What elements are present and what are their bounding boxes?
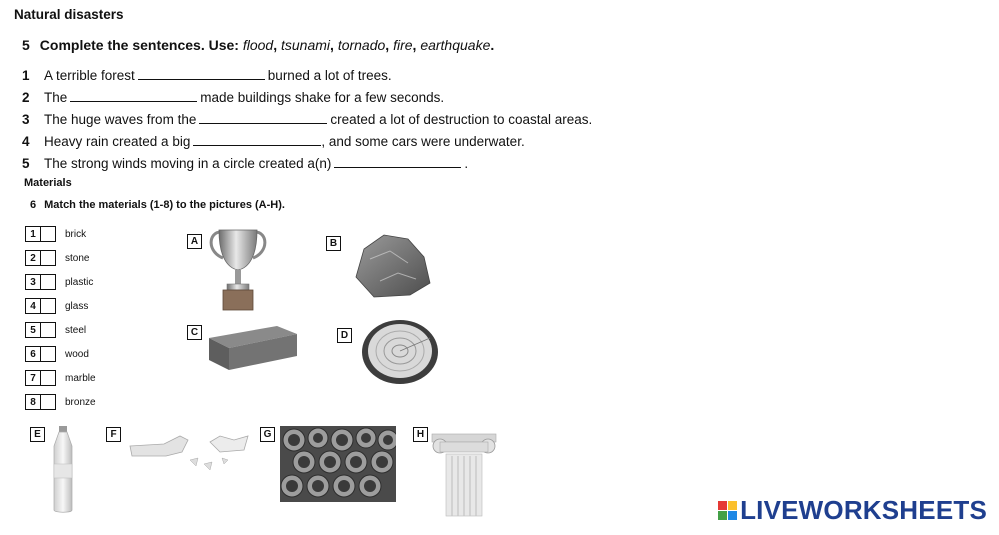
- brick-icon: [205, 320, 300, 372]
- answer-box[interactable]: [41, 250, 56, 266]
- sentence-5: 5 The strong winds moving in a circle created a(n) .: [22, 156, 469, 171]
- answer-box[interactable]: [41, 274, 56, 290]
- answer-box[interactable]: [41, 346, 56, 362]
- answer-box[interactable]: [41, 298, 56, 314]
- answer-blank[interactable]: [334, 155, 461, 168]
- trophy-icon: [203, 226, 273, 314]
- picture-label-h: H: [413, 427, 428, 442]
- option-word: tsunami: [281, 37, 331, 53]
- logo-text: LIVEWORKSHEETS: [740, 495, 987, 525]
- answer-box[interactable]: [41, 370, 56, 386]
- match-item-brick: 1 brick: [25, 226, 86, 242]
- match-item-glass: 4 glass: [25, 298, 88, 314]
- page-title: Natural disasters: [14, 7, 124, 22]
- picture-label-c: C: [187, 325, 202, 340]
- match-item-stone: 2 stone: [25, 250, 89, 266]
- exercise-5-instruction: 5 Complete the sentences. Use: flood, tsunami, tornado, fire, earthquake.: [22, 37, 495, 53]
- match-item-plastic: 3 plastic: [25, 274, 93, 290]
- answer-blank[interactable]: [199, 111, 327, 124]
- wood-slice-icon: [360, 316, 440, 386]
- exercise-6-instruction: 6 Match the materials (1-8) to the pictures (A-H).: [30, 199, 285, 211]
- sentence-4: 4 Heavy rain created a big , and some cars were underwater.: [22, 134, 525, 149]
- answer-box[interactable]: [41, 226, 56, 242]
- sentence-3: 3 The huge waves from the created a lot of destruction to coastal areas.: [22, 112, 593, 127]
- match-item-bronze: 8 bronze: [25, 394, 96, 410]
- liveworksheets-logo: [718, 495, 987, 526]
- sentence-2: 2 The made buildings shake for a few seconds.: [22, 90, 445, 105]
- picture-label-b: B: [326, 236, 341, 251]
- match-item-marble: 7 marble: [25, 370, 96, 386]
- exercise-number: 6: [30, 199, 37, 211]
- picture-label-g: G: [260, 427, 275, 442]
- picture-label-a: A: [187, 234, 202, 249]
- picture-label-f: F: [106, 427, 121, 442]
- section-title: Materials: [24, 177, 72, 189]
- match-item-wood: 6 wood: [25, 346, 89, 362]
- answer-box[interactable]: [41, 394, 56, 410]
- answer-blank[interactable]: [138, 67, 265, 80]
- marble-column-icon: [428, 428, 500, 520]
- sentence-1: 1 A terrible forest burned a lot of trees.: [22, 68, 392, 83]
- rock-icon: [350, 229, 432, 299]
- answer-blank[interactable]: [193, 133, 321, 146]
- option-word: flood: [242, 37, 274, 53]
- option-word: tornado: [337, 37, 386, 53]
- match-item-steel: 5 steel: [25, 322, 86, 338]
- logo-mark-icon: [718, 501, 737, 520]
- answer-box[interactable]: [41, 322, 56, 338]
- steel-pipes-icon: [280, 426, 396, 502]
- option-word: fire: [393, 37, 413, 53]
- picture-label-d: D: [337, 328, 352, 343]
- broken-glass-icon: [124, 430, 256, 476]
- answer-blank[interactable]: [70, 89, 197, 102]
- plastic-bottle-icon: [48, 424, 78, 516]
- picture-label-e: E: [30, 427, 45, 442]
- option-word: earthquake: [420, 37, 491, 53]
- instruction-lead: Complete the sentences. Use:: [39, 37, 239, 53]
- exercise-number: 5: [22, 37, 30, 53]
